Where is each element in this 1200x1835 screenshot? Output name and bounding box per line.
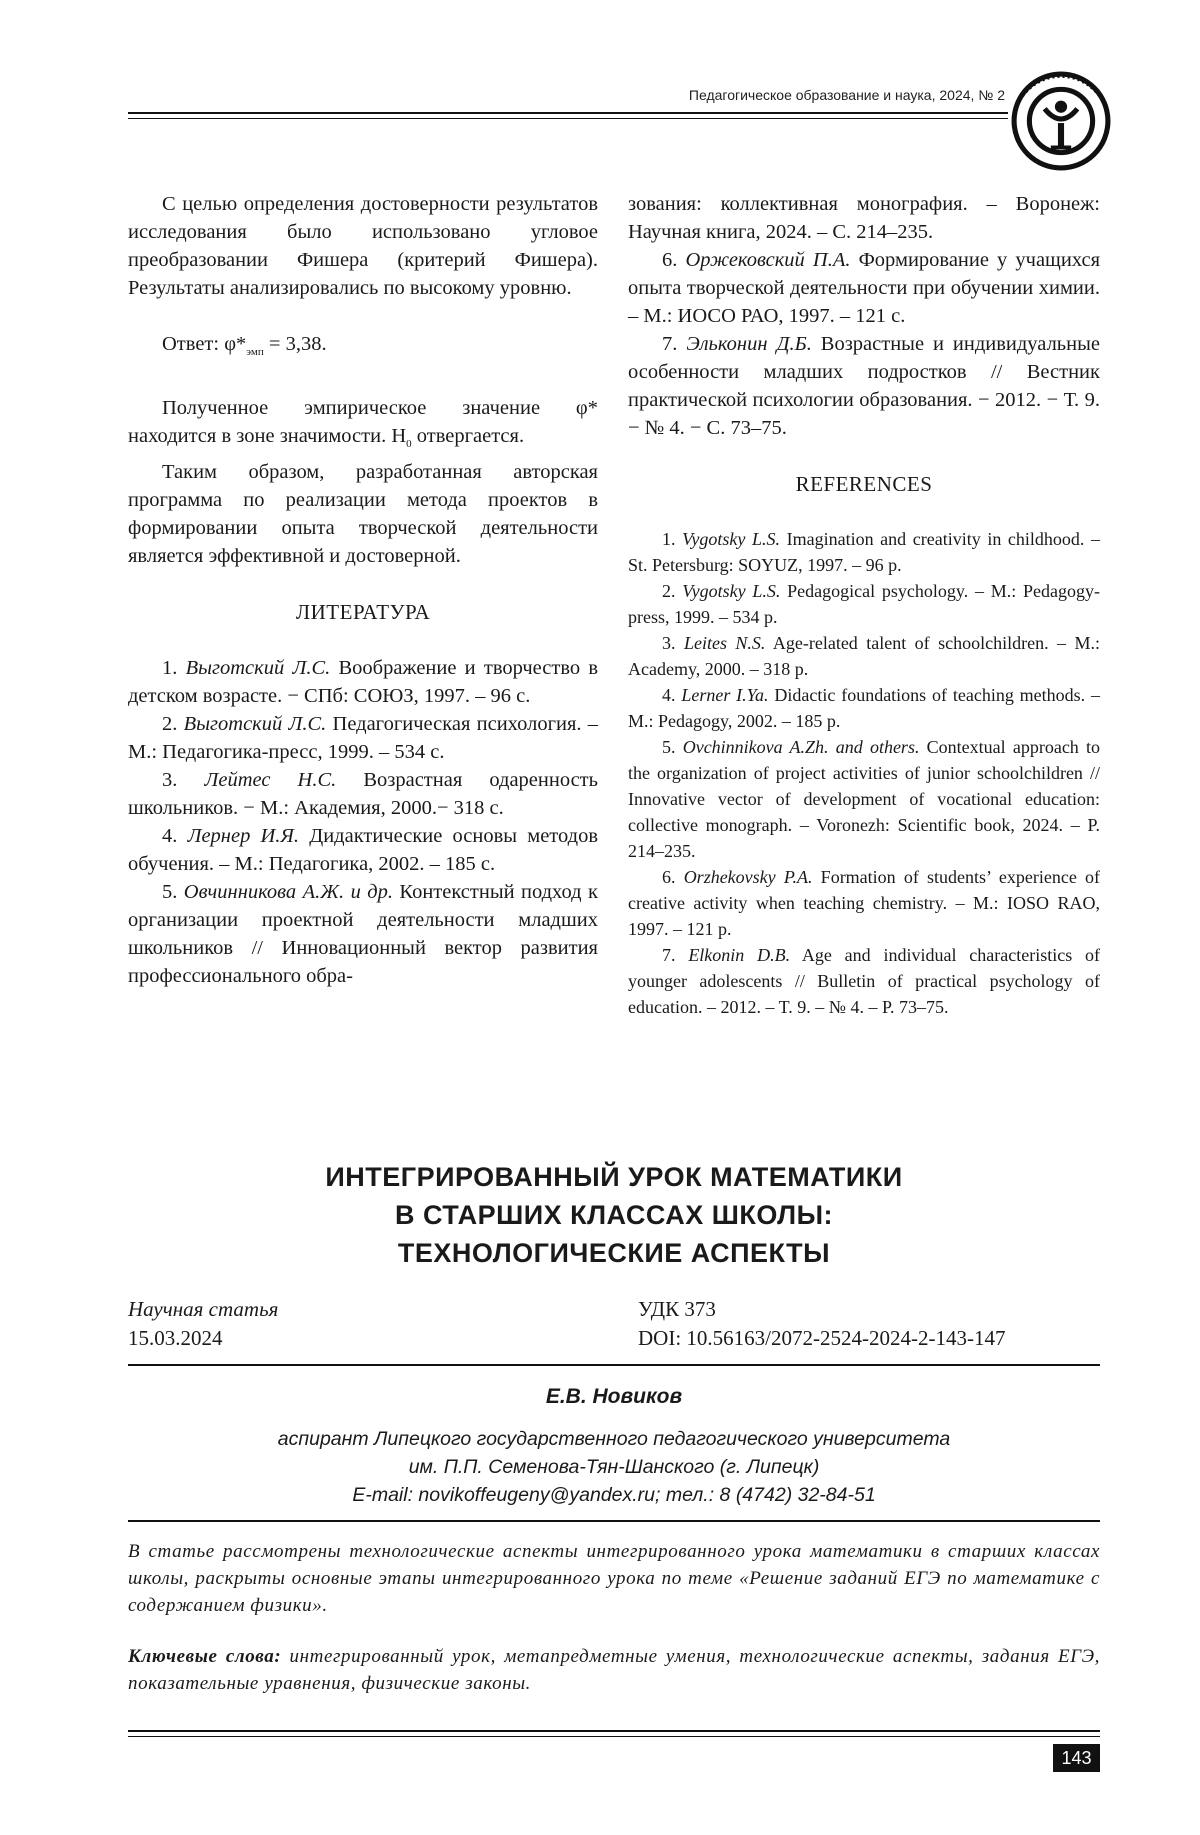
paragraph: Таким образом, разработанная авторская программа по реализации метода проектов в формировании опыта творческой деятельности является эффективной и достоверной.	[128, 461, 598, 568]
page-number: 143	[1053, 1744, 1100, 1772]
footer-rule-thin	[128, 1736, 1100, 1737]
references-list	[628, 526, 1100, 1020]
title-line: В СТАРШИХ КЛАССАХ ШКОЛЫ:	[394, 1200, 834, 1230]
journal-logo-icon	[1010, 70, 1112, 172]
reference-author: Lerner I.Ya.	[681, 685, 769, 705]
reference-item: 3. Leites N.S. Age-related talent of schoolchildren. – M.: Academy, 2000. – 318 p.	[628, 633, 1100, 679]
reference-author: Выготский Л.С.	[183, 713, 327, 736]
affiliation-line: E-mail: novikoffeugeny@yandex.ru; тел.: 8 (4742) 32-84-51	[352, 1484, 876, 1506]
keywords-label: Ключевые слова:	[128, 1646, 282, 1667]
reference-item: 2. Vygotsky L.S. Pedagogical psychology. – M.: Pedagogy-press, 1999. – 534 p.	[628, 581, 1101, 627]
abstract-block	[128, 1538, 1100, 1697]
left-column	[128, 190, 598, 990]
reference-item: 7. Elkonin D.B. Age and individual characteristics of younger adolescents // Bulletin of practical psychology of education. – 2012. – T. 9. – № 4. – P. 73–75.	[628, 945, 1100, 1017]
reference-author: Овчинникова А.Ж. и др.	[183, 881, 393, 904]
keywords-text: интегрированный урок, метапредметные умения, технологические аспекты, задания ЕГЭ, показательные уравнения, физические законы.	[128, 1646, 1101, 1694]
abstract: В статье рассмотрены технологические аспекты интегрированного урока математики в старших классах школы, раскрыты основные этапы интегрированного урока по теме «Решение заданий ЕГЭ по математике с содержанием физики».	[128, 1541, 1100, 1616]
reference-author: Leites N.S.	[683, 633, 766, 653]
subscript: 0	[406, 438, 412, 451]
reference-item: 4. Лернер И.Я. Дидактические основы методов обучения. – М.: Педагогика, 2002. – 185 с.	[128, 825, 599, 876]
header-rule-thin	[128, 118, 1008, 119]
author-affiliation	[128, 1425, 1100, 1509]
journal-header: Педагогическое образование и наука, 2024, № 2	[688, 87, 1005, 103]
paragraph-text: Полученное эмпирическое значение φ* находится в зоне значимости. H	[128, 397, 598, 448]
reference-item: 6. Orzhekovsky P.A. Formation of students’ experience of creative activity when teaching chemistry. – M.: IOSO RAO, 1997. – 121 p.	[628, 867, 1100, 939]
reference-author: Vygotsky L.S.	[682, 529, 781, 549]
reference-author: Лейтес Н.С.	[204, 769, 337, 792]
article-date: 15.03.2024	[128, 1326, 223, 1350]
reference-author: Elkonin D.B.	[688, 945, 791, 965]
article-meta-right	[638, 1295, 1005, 1353]
reference-author: Ovchinnikova A.Zh. and others.	[682, 737, 920, 757]
affiliation-line: аспирант Липецкого государственного педагогического университета	[277, 1428, 951, 1450]
references-heading: REFERENCES	[795, 472, 933, 496]
doi: DOI: 10.56163/2072-2524-2024-2-143-147	[638, 1326, 1006, 1350]
reference-item: 6. Оржековский П.А. Формирование у учащихся опыта творческой деятельности при обучении химии. – М.: ИОСО РАО, 1997. – 121 с.	[628, 249, 1101, 327]
footer-rule	[128, 1730, 1100, 1732]
answer-subscript: эмп	[246, 346, 264, 359]
reference-item: 1. Выготский Л.С. Воображение и творчество в детском возрасте. − СПб: СОЮЗ, 1997. – 96 с.	[128, 657, 599, 708]
paragraph	[128, 394, 598, 458]
literature-heading: ЛИТЕРАТУРА	[295, 600, 431, 625]
article-type: Научная статья	[128, 1297, 279, 1321]
paragraph-text: отвергается.	[411, 425, 525, 448]
article-title	[128, 1158, 1100, 1272]
reference-author: Выготский Л.С.	[185, 657, 331, 680]
article-meta-left	[128, 1295, 278, 1353]
keywords	[128, 1643, 1100, 1697]
right-column	[628, 190, 1100, 1020]
reference-author: Orzhekovsky P.A.	[683, 867, 813, 887]
title-line: ТЕХНОЛОГИЧЕСКИЕ АСПЕКТЫ	[397, 1238, 831, 1268]
reference-author: Лернер И.Я.	[187, 825, 300, 848]
paragraph: С целью определения достоверности результатов исследования было использовано угловое преобразовании Фишера (критерий Фишера). Результаты анализировались по высокому уровню.	[128, 193, 598, 299]
answer-value: = 3,38.	[263, 333, 327, 355]
udk: УДК 373	[638, 1297, 716, 1321]
reference-author: Оржековский П.А.	[685, 249, 851, 271]
reference-author: Эльконин Д.Б.	[686, 333, 812, 355]
affiliation-rule	[128, 1520, 1100, 1522]
reference-author: Vygotsky L.S.	[682, 581, 781, 601]
reference-item: 5. Ovchinnikova A.Zh. and others. Contextual approach to the organization of project activities of junior schoolchildren // Innovative vector of development of vocational education: collective monograph. – Voronezh: Scientific book, 2024. – P. 214–235.	[628, 737, 1101, 861]
answer-line	[128, 330, 598, 366]
reference-continuation: зования: коллективная монография. – Воронеж: Научная книга, 2024. – С. 214–235.	[628, 193, 1100, 243]
answer-prefix: Ответ: φ*	[162, 333, 247, 355]
reference-item: 1. Vygotsky L.S. Imagination and creativity in childhood. – St. Petersburg: SOYUZ, 1997. – 96 p.	[628, 529, 1100, 575]
title-line: ИНТЕГРИРОВАННЫЙ УРОК МАТЕМАТИКИ	[325, 1162, 903, 1192]
reference-item: 3. Лейтес Н.С. Возрастная одаренность школьников. − М.: Академия, 2000.− 318 с.	[128, 769, 598, 820]
reference-item: 2. Выготский Л.С. Педагогическая психология. – М.: Педагогика-пресс, 1999. – 534 с.	[128, 713, 599, 764]
reference-item: 7. Эльконин Д.Б. Возрастные и индивидуальные особенности младших подростков // Вестник практической психологии образования. − 2012. − Т. 9. − № 4. − С. 73–75.	[628, 333, 1100, 439]
header-rule	[128, 112, 1008, 114]
reference-item: 4. Lerner I.Ya. Didactic foundations of teaching methods. – M.: Pedagogy, 2002. – 185 p.	[628, 685, 1101, 731]
author-name: Е.В. Новиков	[545, 1385, 683, 1408]
reference-item: 5. Овчинникова А.Ж. и др. Контекстный подход к организации проектной деятельности младших школьников // Инновационный вектор развития профессионального обра-	[128, 881, 598, 988]
meta-rule	[128, 1364, 1100, 1366]
affiliation-line: им. П.П. Семенова-Тян-Шанского (г. Липецк)	[408, 1456, 820, 1478]
